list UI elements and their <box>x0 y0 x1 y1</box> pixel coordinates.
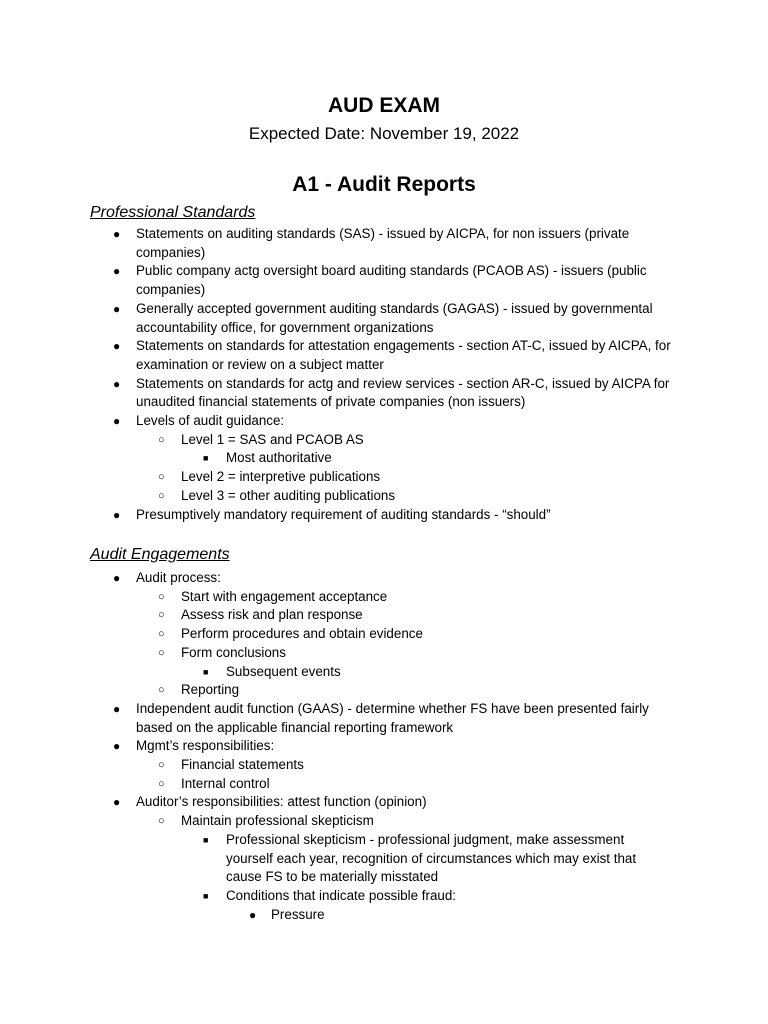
list-item: ● Pressure <box>0 906 768 925</box>
section-title: A1 - Audit Reports <box>292 173 476 196</box>
square-bullet-icon: ■ <box>203 666 209 677</box>
circle-bullet-icon: ○ <box>158 489 165 502</box>
list-item: ○ Level 1 = SAS and PCAOB AS <box>0 431 768 450</box>
list-item: ■ Subsequent events <box>0 663 768 682</box>
list-item: ● Auditor’s responsibilities: attest function (opinion) <box>0 793 768 812</box>
bullet-icon: ● <box>113 795 121 810</box>
circle-bullet-icon: ○ <box>158 471 165 484</box>
list-item: ■ Most authoritative <box>0 449 768 468</box>
circle-bullet-icon: ○ <box>158 684 165 697</box>
list-item: ● Statements on auditing standards (SAS) - issued by AICPA, for non issuers (private companies) <box>113 226 630 260</box>
list-item: ○ Level 2 = interpretive publications <box>0 468 768 487</box>
list-item: ● Presumptively mandatory requirement of auditing standards - “should” <box>0 506 768 525</box>
professional-standards-list <box>0 225 768 524</box>
list-item: ○ Form conclusions <box>0 644 768 663</box>
list-item: ● Mgmt’s responsibilities: <box>0 737 768 756</box>
bullet-icon: ● <box>113 571 121 585</box>
list-item: ● Levels of audit guidance: <box>0 412 768 431</box>
list-item: ○ Perform procedures and obtain evidence <box>0 625 768 644</box>
list-item: ■ Professional skepticism - professional judgment, make assessment yourself each year, recognition of circumstances which may exist that cause FS to be materially misstated <box>203 831 637 885</box>
bullet-icon: ● <box>113 301 121 316</box>
list-item: ● Independent audit function (GAAS) - determine whether FS have been presented fairly based on the applicable financial reporting framework <box>113 700 649 735</box>
square-bullet-icon: ■ <box>203 890 209 901</box>
circle-bullet-icon: ○ <box>158 759 165 772</box>
list-item: ● Statements on standards for attestation engagements - section AT-C, issued by AICPA, for examination or review on a subject matter <box>113 338 671 372</box>
circle-bullet-icon: ○ <box>158 609 165 622</box>
bullet-icon: ● <box>113 339 121 354</box>
bullet-icon: ● <box>113 507 121 522</box>
circle-bullet-icon: ○ <box>158 646 165 659</box>
list-item: ○ Start with engagement acceptance <box>0 588 768 607</box>
circle-bullet-icon: ○ <box>158 777 165 790</box>
list-item: ○ Level 3 = other auditing publications <box>0 487 768 506</box>
bullet-icon: ● <box>249 907 257 922</box>
bullet-icon: ● <box>113 227 121 241</box>
audit-engagements-list <box>0 569 768 924</box>
audit-engagements-heading: Audit Engagements <box>90 546 230 563</box>
bullet-icon: ● <box>113 701 121 716</box>
list-item: ■ Conditions that indicate possible fraud: <box>0 887 768 906</box>
list-item: ● Statements on standards for actg and review services - section AR-C, issued by AICPA for unaudited financial statements of private companies (non issuers) <box>113 375 670 410</box>
circle-bullet-icon: ○ <box>158 590 165 603</box>
expected-date: Expected Date: November 19, 2022 <box>248 124 520 143</box>
bullet-icon: ● <box>113 739 121 754</box>
document-title: AUD EXAM <box>327 94 440 117</box>
list-item: ○ Maintain professional skepticism <box>0 812 768 831</box>
list-item: ○ Financial statements <box>0 756 768 775</box>
square-bullet-icon: ■ <box>203 834 209 845</box>
circle-bullet-icon: ○ <box>158 433 165 446</box>
bullet-icon: ● <box>113 414 121 429</box>
circle-bullet-icon: ○ <box>158 815 165 828</box>
list-item: ○ Reporting <box>0 681 768 700</box>
square-bullet-icon: ■ <box>203 453 209 464</box>
bullet-icon: ● <box>113 264 121 279</box>
list-item: ○ Internal control <box>0 775 768 794</box>
list-item: ● Audit process: <box>0 569 768 588</box>
circle-bullet-icon: ○ <box>158 628 165 641</box>
list-item: ● Generally accepted government auditing standards (GAGAS) - issued by governmental accountability office, for government organizations <box>113 300 653 335</box>
bullet-icon: ● <box>113 376 121 391</box>
list-item: ● Public company actg oversight board auditing standards (PCAOB AS) - issuers (public companies) <box>113 263 647 298</box>
professional-standards-heading: Professional Standards <box>90 204 256 221</box>
list-item: ○ Assess risk and plan response <box>0 606 768 625</box>
